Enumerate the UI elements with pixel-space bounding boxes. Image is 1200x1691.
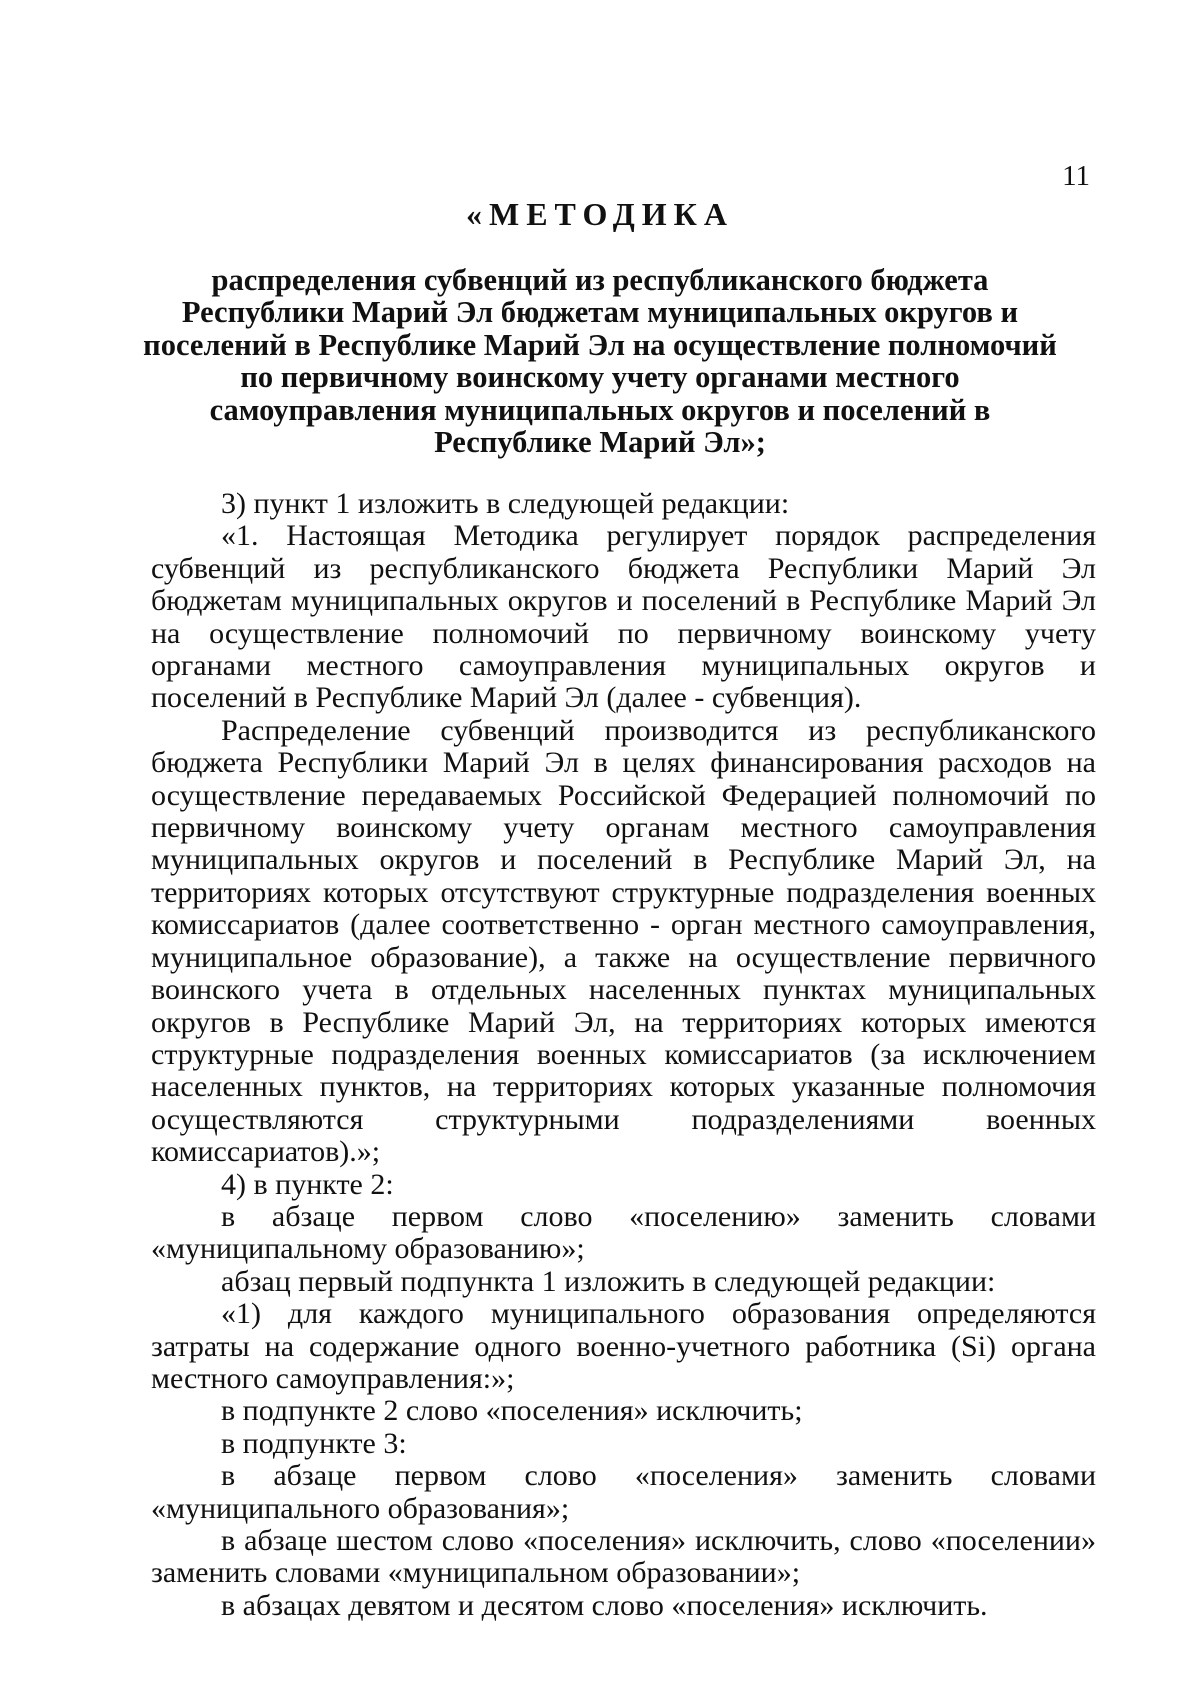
- paragraph-11: в абзаце шестом слово «поселения» исключить, слово «поселении» заменить словами «муниципальном образовании»;: [151, 1524, 1096, 1590]
- paragraph-2: «1. Настоящая Методика регулирует порядок распределения субвенций из республиканского бюджета Республики Марий Эл бюджетам муниципальных округов и поселений в Республике Марий Эл на осуществление полномочий по первичному воинскому учету органами местного самоуправления муниципальных округов и поселений в Республике Марий Эл (далее - субвенция).: [151, 519, 1096, 715]
- document-title: «МЕТОДИКА: [466, 196, 734, 232]
- paragraph-10: в абзаце первом слово «поселения» заменить словами «муниципального образования»;: [151, 1459, 1096, 1525]
- page-number: 11: [1062, 160, 1090, 192]
- paragraph-4: 4) в пункте 2:: [221, 1167, 394, 1201]
- paragraph-9: в подпункте 3:: [221, 1426, 407, 1460]
- paragraph-6: абзац первый подпункта 1 изложить в следующей редакции:: [221, 1264, 996, 1298]
- paragraph-8: в подпункте 2 слово «поселения» исключить;: [221, 1394, 803, 1428]
- paragraph-7: «1) для каждого муниципального образования определяются затраты на содержание одного военно-учетного работника (Si) органа местного самоуправления:»;: [151, 1297, 1096, 1395]
- document-subtitle: распределения субвенций из республиканского бюджета Республики Марий Эл бюджетам муниципальных округов и поселений в Республике Марий Эл на осуществление полномочий по первичному воинскому учету органами местного самоуправления муниципальных округов и поселений в Республике Марий Эл»;: [143, 263, 1057, 460]
- paragraph-1: 3) пункт 1 изложить в следующей редакции:: [221, 487, 790, 520]
- paragraph-5: в абзаце первом слово «поселению» заменить словами «муниципальному образованию»;: [151, 1199, 1096, 1266]
- paragraph-12: в абзацах девятом и десятом слово «поселения» исключить.: [221, 1588, 988, 1622]
- paragraph-3: Распределение субвенций производится из республиканского бюджета Республики Марий Эл в целях финансирования расходов на осуществление передаваемых Российской Федерацией полномочий по первичному воинскому учету органам местного самоуправления муниципальных округов и поселений в Республике Марий Эл, на территориях которых отсутствуют структурные подразделения военных комиссариатов (далее соответственно - орган местного самоуправления, муниципальное образование), а также на осуществление первичного воинского учета в отдельных населенных пунктах муниципальных округов в Республике Марий Эл, на территориях которых имеются структурные подразделения военных комиссариатов (за исключением населенных пунктов, на территориях которых указанные полномочия осуществляются структурными подразделениями военных комиссариатов).»;: [151, 713, 1096, 1169]
- document-body: [151, 488, 1096, 1622]
